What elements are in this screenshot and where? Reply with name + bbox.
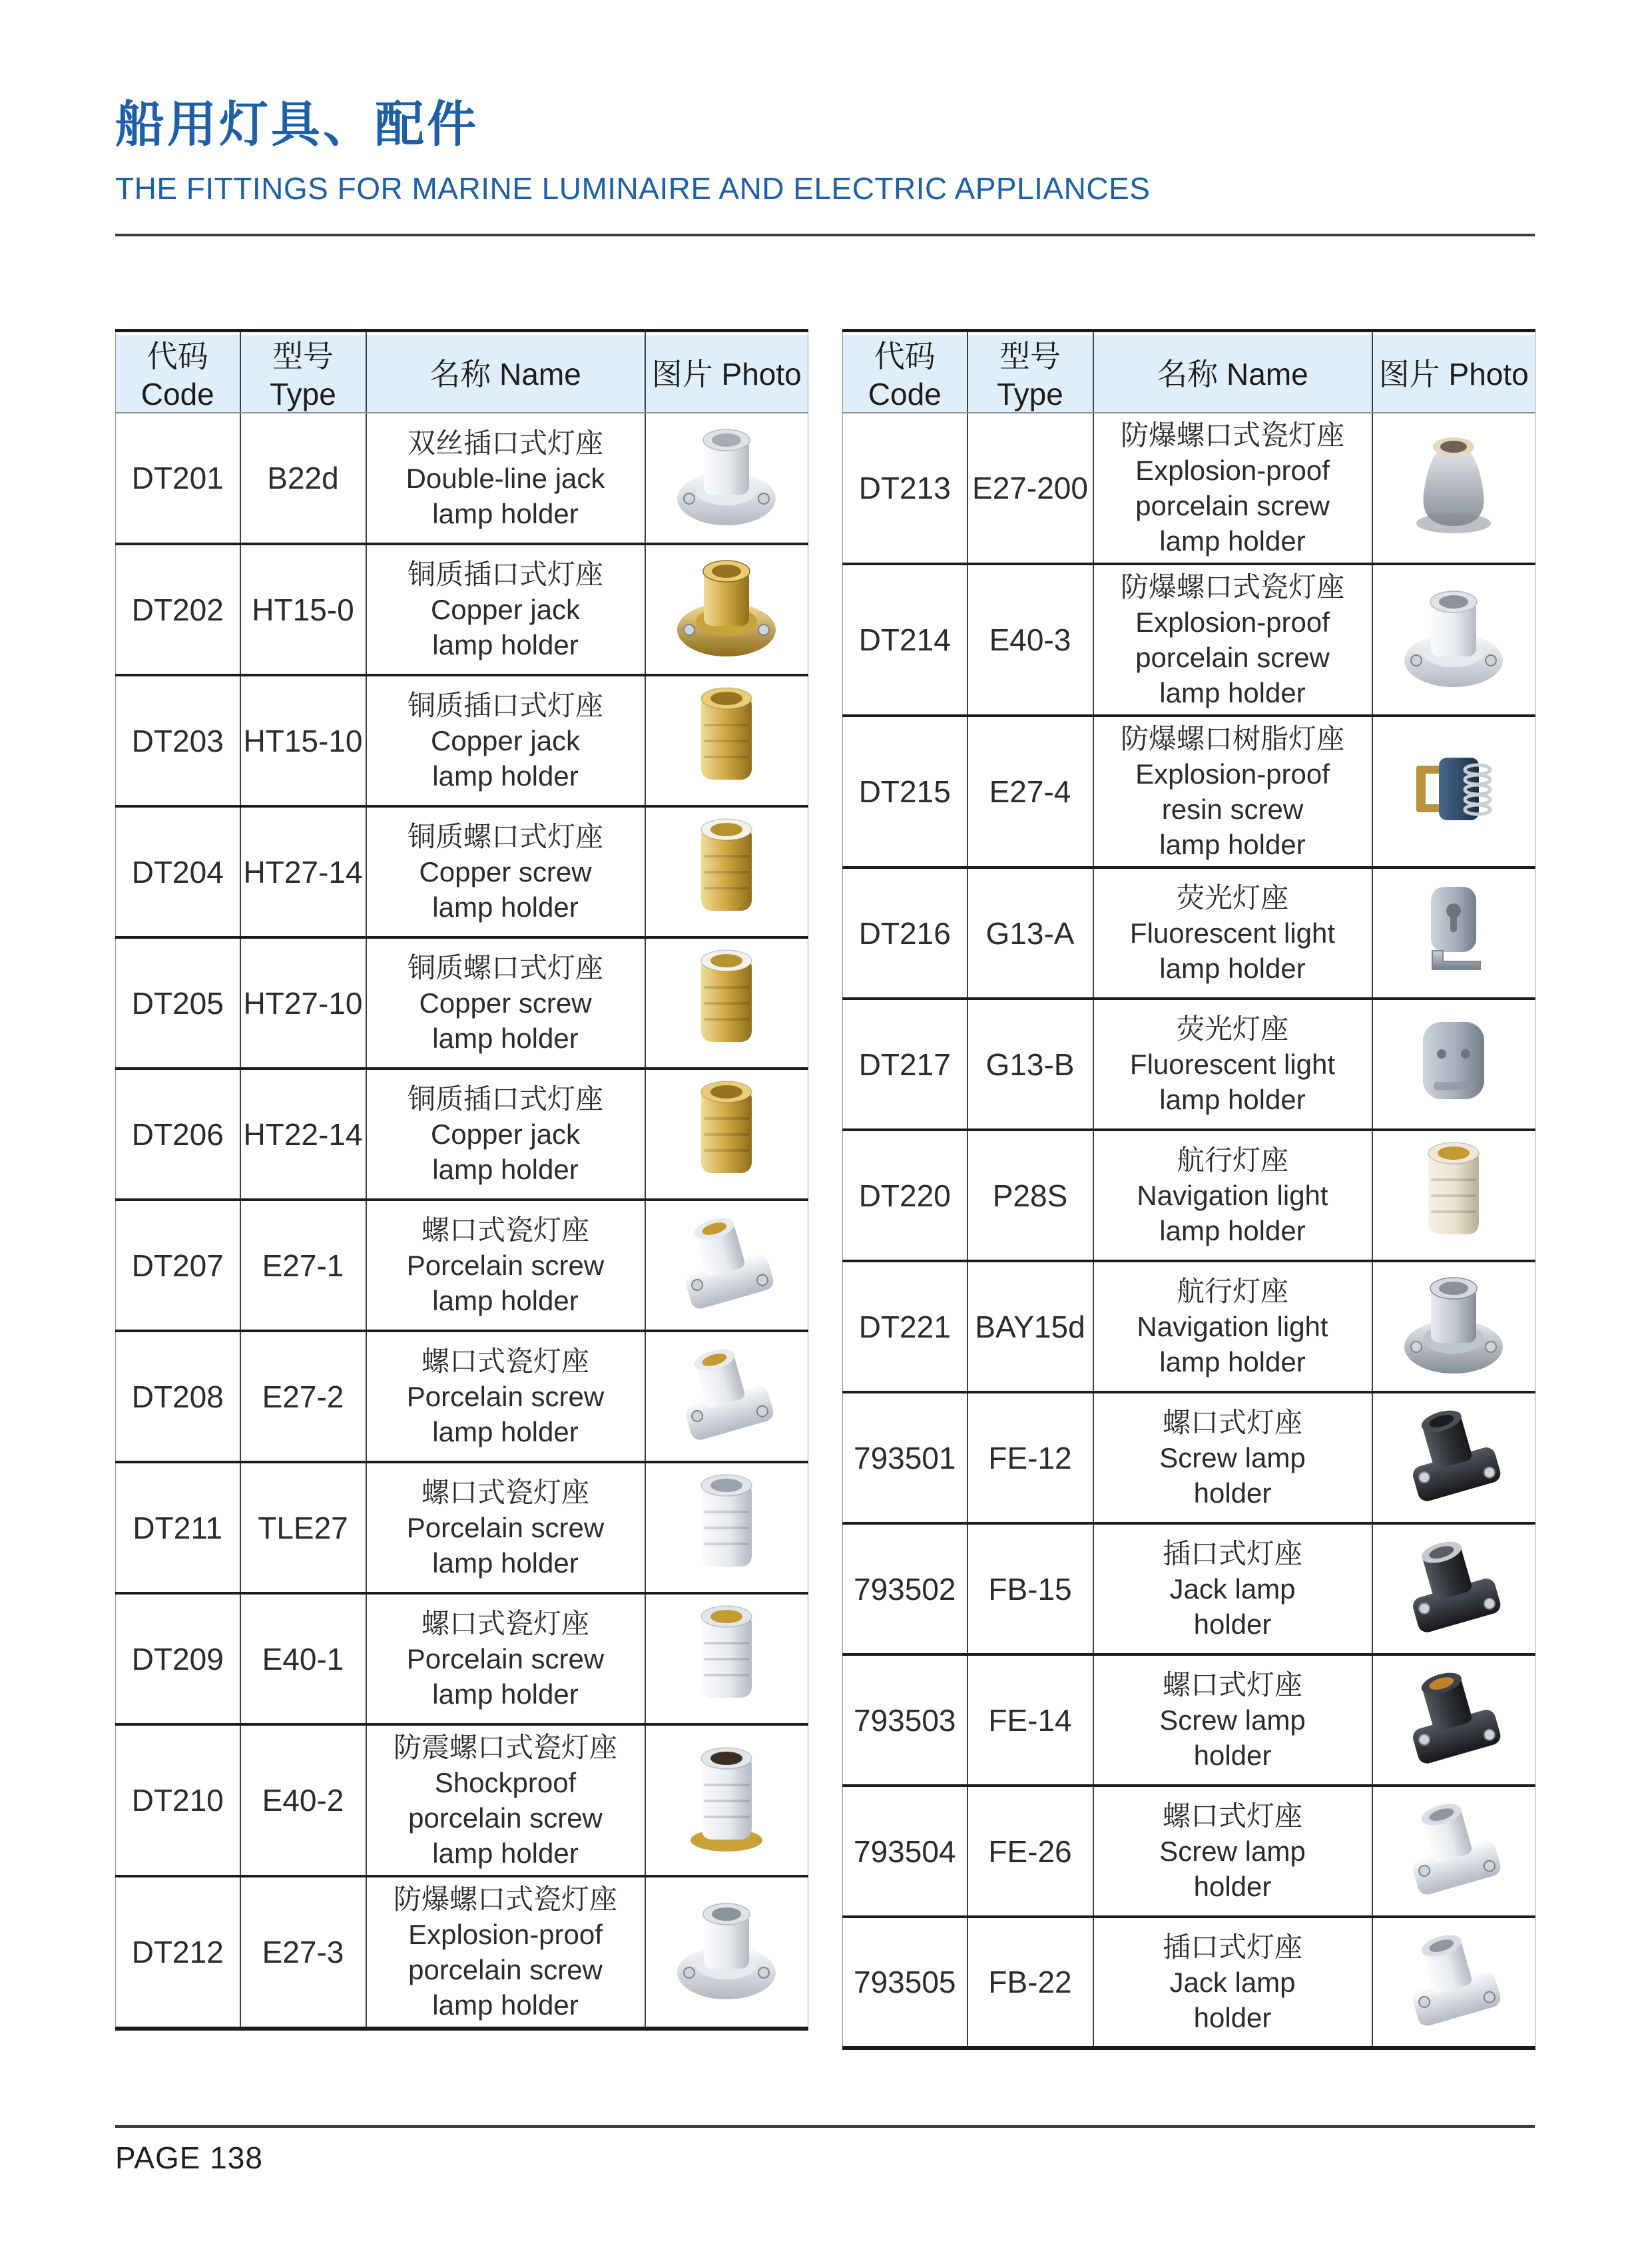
product-photo-image [1394,1263,1514,1383]
product-type: E27-3 [240,1876,366,2029]
product-code: DT206 [116,1069,240,1200]
footer-divider [115,2125,1535,2128]
product-photo-cell [645,1462,808,1593]
product-row-DT221 [843,1261,1535,1392]
product-photo-image [667,546,786,666]
product-photo-cell [645,806,808,937]
product-photo-image [667,677,786,797]
product-name [366,937,645,1069]
product-name-en-line: holder [1193,1609,1272,1640]
product-table-right [842,329,1535,2050]
table-header-row [843,331,1535,413]
product-photo-image [1394,870,1514,989]
product-photo-cell [645,1593,808,1724]
product-row-793504 [843,1786,1535,1917]
product-row-DT204 [116,806,808,937]
product-name-en-line: porcelain screw [1135,490,1330,521]
product-photo-cell [1372,413,1535,564]
product-name-en-line: Copper screw [419,987,592,1019]
product-photo-cell [645,1331,808,1462]
product-photo-image [1394,1656,1514,1776]
product-row-DT208 [116,1331,808,1462]
product-name-en-line: lamp holder [432,1023,579,1054]
product-name-en-line: Porcelain screw [406,1381,605,1412]
product-row-DT217 [843,999,1535,1130]
product-photo-image [667,1464,786,1584]
product-name-en-line: porcelain screw [1135,642,1330,673]
product-table-left [115,329,808,2031]
product-name-en-line: resin screw [1161,794,1304,825]
product-code: DT202 [116,544,240,675]
product-photo-image [667,939,786,1059]
product-photo-cell [645,1200,808,1331]
product-name-en-line: lamp holder [1159,1215,1306,1246]
product-photo-image [1394,577,1514,696]
product-type: G13-A [967,868,1093,999]
product-type: HT15-10 [240,675,366,806]
product-name-en-line: Explosion-proof [1135,607,1330,638]
product-code: DT215 [843,716,967,868]
product-name [366,1200,645,1331]
product-name-en-line: lamp holder [432,1989,579,2021]
product-row-DT220 [843,1130,1535,1261]
product-photo-cell [1372,1392,1535,1523]
product-photo-image [667,415,786,535]
product-photo-cell [645,413,808,544]
product-name-en-line: Explosion-proof [1135,455,1330,486]
product-name [1093,413,1372,564]
product-name [366,806,645,937]
product-photo-image [1394,1001,1514,1120]
product-row-793503 [843,1654,1535,1786]
product-name-en-line: lamp holder [432,1154,579,1185]
page-number: PAGE 138 [115,2140,263,2175]
product-code: 793505 [843,1917,967,2048]
product-photo-cell [645,544,808,675]
product-type: TLE27 [240,1462,366,1593]
product-code: DT220 [843,1130,967,1261]
product-name-zh: 双丝插口式灯座 [407,427,603,459]
product-name [1093,999,1372,1130]
product-name-en-line: Jack lamp [1169,1573,1296,1605]
product-name-en-line: Porcelain screw [406,1512,605,1543]
product-row-DT205 [116,937,808,1069]
product-type: HT27-10 [240,937,366,1069]
product-name [366,544,645,675]
product-name [366,675,645,806]
product-name [366,1069,645,1200]
product-name [1093,868,1372,999]
header-code: 代码 Code [843,331,967,413]
product-name-zh: 螺口式瓷灯座 [421,1346,589,1377]
product-photo-image [1394,1394,1514,1514]
product-name-en-line: Porcelain screw [406,1250,605,1281]
product-name-zh: 插口式灯座 [1162,1931,1302,1963]
product-name-en-line: lamp holder [432,891,579,923]
product-type: E40-3 [967,564,1093,716]
product-name [366,1331,645,1462]
header-code: 代码 Code [116,331,240,413]
product-type: B22d [240,413,366,544]
product-name [1093,1261,1372,1392]
product-photo-image [667,1889,786,2009]
product-name-en-line: Copper jack [430,594,581,625]
product-photo-image [667,1202,786,1322]
product-name [366,413,645,544]
product-photo-cell [645,1724,808,1876]
header-type: 型号 Type [967,331,1093,413]
product-name-zh: 荧光灯座 [1176,882,1288,913]
product-photo-cell [1372,868,1535,999]
product-name [1093,1392,1372,1523]
product-photo-cell [1372,1654,1535,1786]
product-code: 793504 [843,1786,967,1917]
product-name-en-line: Shockproof [434,1767,577,1798]
product-row-793505 [843,1917,1535,2048]
product-type: E27-4 [967,716,1093,868]
product-type: FB-15 [967,1523,1093,1654]
product-type: HT15-0 [240,544,366,675]
product-name [1093,564,1372,716]
product-name-zh: 铜质插口式灯座 [407,559,603,590]
product-name-en-line: holder [1193,1871,1272,1902]
product-name-en-line: Screw lamp [1159,1836,1306,1867]
product-name [366,1876,645,2029]
product-photo-image [667,1737,786,1857]
product-code: DT212 [116,1876,240,2029]
table-header-row [116,331,808,413]
product-photo-cell [645,937,808,1069]
product-row-DT203 [116,675,808,806]
product-photo-cell [1372,999,1535,1130]
product-code: DT213 [843,413,967,564]
product-name-zh: 防爆螺口式瓷灯座 [393,1883,617,1915]
product-row-DT216 [843,868,1535,999]
product-photo-cell [645,1069,808,1200]
product-name [1093,1786,1372,1917]
product-name-en-line: Fluorescent light [1129,1049,1336,1080]
product-name [1093,1523,1372,1654]
product-photo-image [667,808,786,928]
header-name: 名称 Name [1093,331,1372,413]
header-photo: 图片 Photo [1372,331,1535,413]
product-type: G13-B [967,999,1093,1130]
product-name-zh: 防爆螺口式瓷灯座 [1120,419,1344,451]
product-name-en-line: holder [1193,2001,1272,2033]
product-code: DT209 [116,1593,240,1724]
product-name-en-line: lamp holder [432,1285,579,1316]
product-row-DT201 [116,413,808,544]
product-code: DT217 [843,999,967,1130]
page-title-en: THE FITTINGS FOR MARINE LUMINAIRE AND ELECTRIC APPLIANCES [115,171,1151,206]
product-name-en-line: lamp holder [1159,1346,1306,1377]
product-name-en-line: lamp holder [432,1678,579,1710]
product-name-zh: 荧光灯座 [1176,1013,1288,1045]
product-photo-image [1394,1919,1514,2039]
product-code: 793503 [843,1654,967,1786]
header-name: 名称 Name [366,331,645,413]
product-photo-cell [1372,1130,1535,1261]
product-name-en-line: lamp holder [1159,1084,1306,1115]
product-photo-image [1394,1132,1514,1252]
product-photo-image [1394,1525,1514,1645]
product-type: FE-12 [967,1392,1093,1523]
product-name-zh: 铜质插口式灯座 [407,1083,603,1115]
product-row-DT202 [116,544,808,675]
product-name [366,1462,645,1593]
header-photo: 图片 Photo [645,331,808,413]
product-name [1093,716,1372,868]
product-name-en-line: lamp holder [432,629,579,660]
product-row-DT207 [116,1200,808,1331]
product-photo-cell [1372,716,1535,868]
product-name [1093,1917,1372,2048]
product-type: HT22-14 [240,1069,366,1200]
product-name-en-line: Jack lamp [1169,1966,1296,1998]
header-divider [115,234,1535,236]
product-name-zh: 插口式灯座 [1162,1538,1302,1569]
product-type: FE-26 [967,1786,1093,1917]
product-photo-image [667,1071,786,1190]
product-row-793502 [843,1523,1535,1654]
product-name-en-line: porcelain screw [408,1954,603,1985]
product-name-zh: 螺口式瓷灯座 [421,1608,589,1639]
product-row-DT213 [843,413,1535,564]
product-name-zh: 螺口式瓷灯座 [421,1214,589,1246]
product-row-DT206 [116,1069,808,1200]
product-name [1093,1654,1372,1786]
product-row-DT212 [116,1876,808,2029]
product-code: 793502 [843,1523,967,1654]
product-name-zh: 螺口式灯座 [1162,1669,1302,1700]
product-type: E27-2 [240,1331,366,1462]
product-name-zh: 航行灯座 [1176,1276,1288,1307]
product-name-en-line: Screw lamp [1159,1704,1306,1736]
product-code: DT205 [116,937,240,1069]
product-row-DT210 [116,1724,808,1876]
product-type: E27-200 [967,413,1093,564]
product-name-en-line: lamp holder [432,497,579,529]
product-code: DT201 [116,413,240,544]
product-photo-image [1394,1788,1514,1907]
product-name [366,1593,645,1724]
product-name-zh: 铜质螺口式灯座 [407,952,603,983]
product-name-en-line: Explosion-proof [1135,758,1330,790]
product-row-DT209 [116,1593,808,1724]
product-type: E27-1 [240,1200,366,1331]
product-name-en-line: Explosion-proof [408,1919,603,1950]
page-title-zh: 船用灯具、配件 [115,97,479,152]
product-name-zh: 航行灯座 [1176,1144,1288,1176]
product-name-en-line: lamp holder [1159,953,1306,984]
product-code: DT211 [116,1462,240,1593]
product-name-zh: 螺口式瓷灯座 [421,1477,589,1508]
product-photo-cell [1372,1786,1535,1917]
product-name-zh: 防爆螺口树脂灯座 [1120,723,1344,754]
product-row-DT214 [843,564,1535,716]
product-name-zh: 防爆螺口式瓷灯座 [1120,571,1344,603]
product-name-zh: 铜质螺口式灯座 [407,821,603,852]
product-name-en-line: Navigation light [1137,1180,1328,1211]
product-name-zh: 防震螺口式瓷灯座 [393,1732,617,1763]
product-name-en-line: Copper screw [419,856,592,887]
product-type: BAY15d [967,1261,1093,1392]
product-name-en-line: lamp holder [1159,677,1306,708]
product-name [366,1724,645,1876]
product-type: E40-2 [240,1724,366,1876]
product-code: 793501 [843,1392,967,1523]
product-photo-cell [1372,564,1535,716]
product-name-en-line: Double-line jack [406,462,605,494]
product-photo-cell [1372,1523,1535,1654]
product-name-en-line: Copper jack [430,725,581,756]
product-photo-image [667,1595,786,1715]
product-type: HT27-14 [240,806,366,937]
product-name-en-line: lamp holder [432,1547,579,1579]
product-name-en-line: Navigation light [1137,1311,1328,1342]
product-photo-cell [645,675,808,806]
product-type: FE-14 [967,1654,1093,1786]
product-name-en-line: lamp holder [1159,525,1306,557]
product-name-en-line: Screw lamp [1159,1442,1306,1473]
product-name-en-line: holder [1193,1740,1272,1771]
product-name-en-line: Copper jack [430,1119,581,1150]
product-name-zh: 螺口式灯座 [1162,1407,1302,1438]
product-name-en-line: porcelain screw [408,1802,603,1834]
product-name-en-line: lamp holder [432,1838,579,1869]
product-name-en-line: Porcelain screw [406,1643,605,1674]
product-type: FB-22 [967,1917,1093,2048]
product-photo-image [667,1333,786,1453]
product-code: DT216 [843,868,967,999]
product-code: DT204 [116,806,240,937]
product-type: E40-1 [240,1593,366,1724]
product-name [1093,1130,1372,1261]
product-code: DT221 [843,1261,967,1392]
product-row-793501 [843,1392,1535,1523]
product-row-DT215 [843,716,1535,868]
product-code: DT210 [116,1724,240,1876]
product-name-en-line: lamp holder [432,760,579,792]
product-photo-image [1394,425,1514,545]
product-photo-cell [1372,1917,1535,2048]
product-photo-cell [645,1876,808,2029]
product-name-en-line: lamp holder [432,1416,579,1447]
product-name-en-line: lamp holder [1159,829,1306,860]
product-type: P28S [967,1130,1093,1261]
product-row-DT211 [116,1462,808,1593]
product-photo-image [1394,728,1514,848]
product-code: DT203 [116,675,240,806]
product-code: DT208 [116,1331,240,1462]
product-name-en-line: holder [1193,1477,1272,1509]
product-code: DT214 [843,564,967,716]
header-type: 型号 Type [240,331,366,413]
product-name-zh: 螺口式灯座 [1162,1800,1302,1832]
product-name-zh: 铜质插口式灯座 [407,690,603,721]
product-photo-cell [1372,1261,1535,1392]
product-code: DT207 [116,1200,240,1331]
product-name-en-line: Fluorescent light [1129,917,1336,949]
